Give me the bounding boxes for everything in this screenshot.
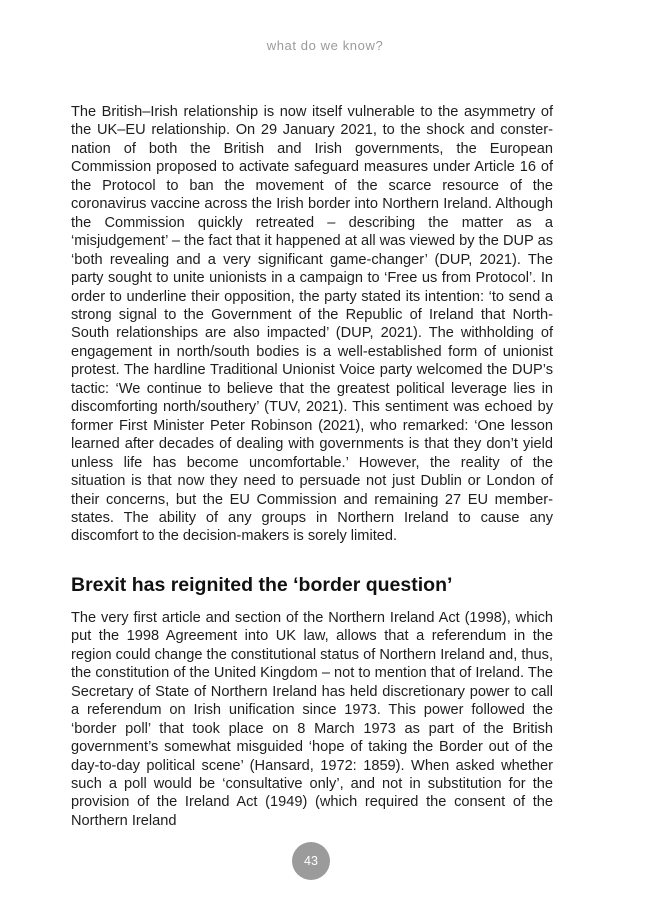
body-paragraph: The British–Irish relationship is now itself vulnerable to the asymmetry of the UK–EU relationship. On 29 January 2021, to the shock and consternation of both the British and Irish governments, the European Commission proposed to activate safeguard measures under Article 16 of the Protocol to ban the movement of the scarce resource of the coronavirus vaccine across the Irish border into Northern Ireland. Although the Commission quickly retreated – describing the matter as a ‘misjudgement’ – the fact that it happened at all was viewed by the DUP as ‘both revealing and a very significant game-changer’ (DUP, 2021). The party sought to unite unionists in a campaign to ‘Free us from Protocol’. In order to underline their opposition, the party stated its intention: ‘to send a strong signal to the Government of the Republic of Ireland that North-South relationships are also impacted’ (DUP, 2021). The withholding of engagement in north/​south bodies is a well-established form of unionist protest. The hardline Traditional Unionist Voice party welcomed the DUP’s tactic: ‘We continue to believe that the greatest political leverage lies in discomforting north/​southery’ (TUV, 2021). This sentiment was echoed by former First Minister Peter Robinson (2021), who remarked: ‘One lesson learned after decades of dealing with governments is that they don’t yield unless life has become uncomfortable.’ However, the reality of the situation is that now they need to persuade not just Dublin or London of their concerns, but the EU Commission and remaining 27 EU member-states. The ability of any groups in Northern Ireland to cause any discomfort to the decision-makers is sorely limited. — [71, 104, 553, 545]
page-body — [71, 103, 553, 830]
page-number-badge: 43 — [292, 842, 330, 880]
body-paragraph: The very first article and section of the Northern Ireland Act (1998), which put the 1998 Agreement into UK law, allows that a referendum in the region could change the constitutional status of Northern Ireland and, thus, the constitution of the United Kingdom – not to mention that of Ireland. The Secretary of State of Northern Ireland has held discretionary power to call a referendum on Irish unification since 1973. This power followed the ‘border poll’ that took place on 8 March 1973 as part of the British government’s somewhat misguided ‘hope of taking the Border out of the day-to-day political scene’ (Hansard, 1972: 1859). When asked whether such a poll would be ‘consultative only’, and not in substitution for the provision of the Ireland Act (1949) (which required the consent of the Northern Ireland — [71, 609, 553, 829]
section-heading: Brexit has reignited the ‘border question’ — [71, 573, 453, 596]
running-head: what do we know? — [266, 38, 384, 53]
